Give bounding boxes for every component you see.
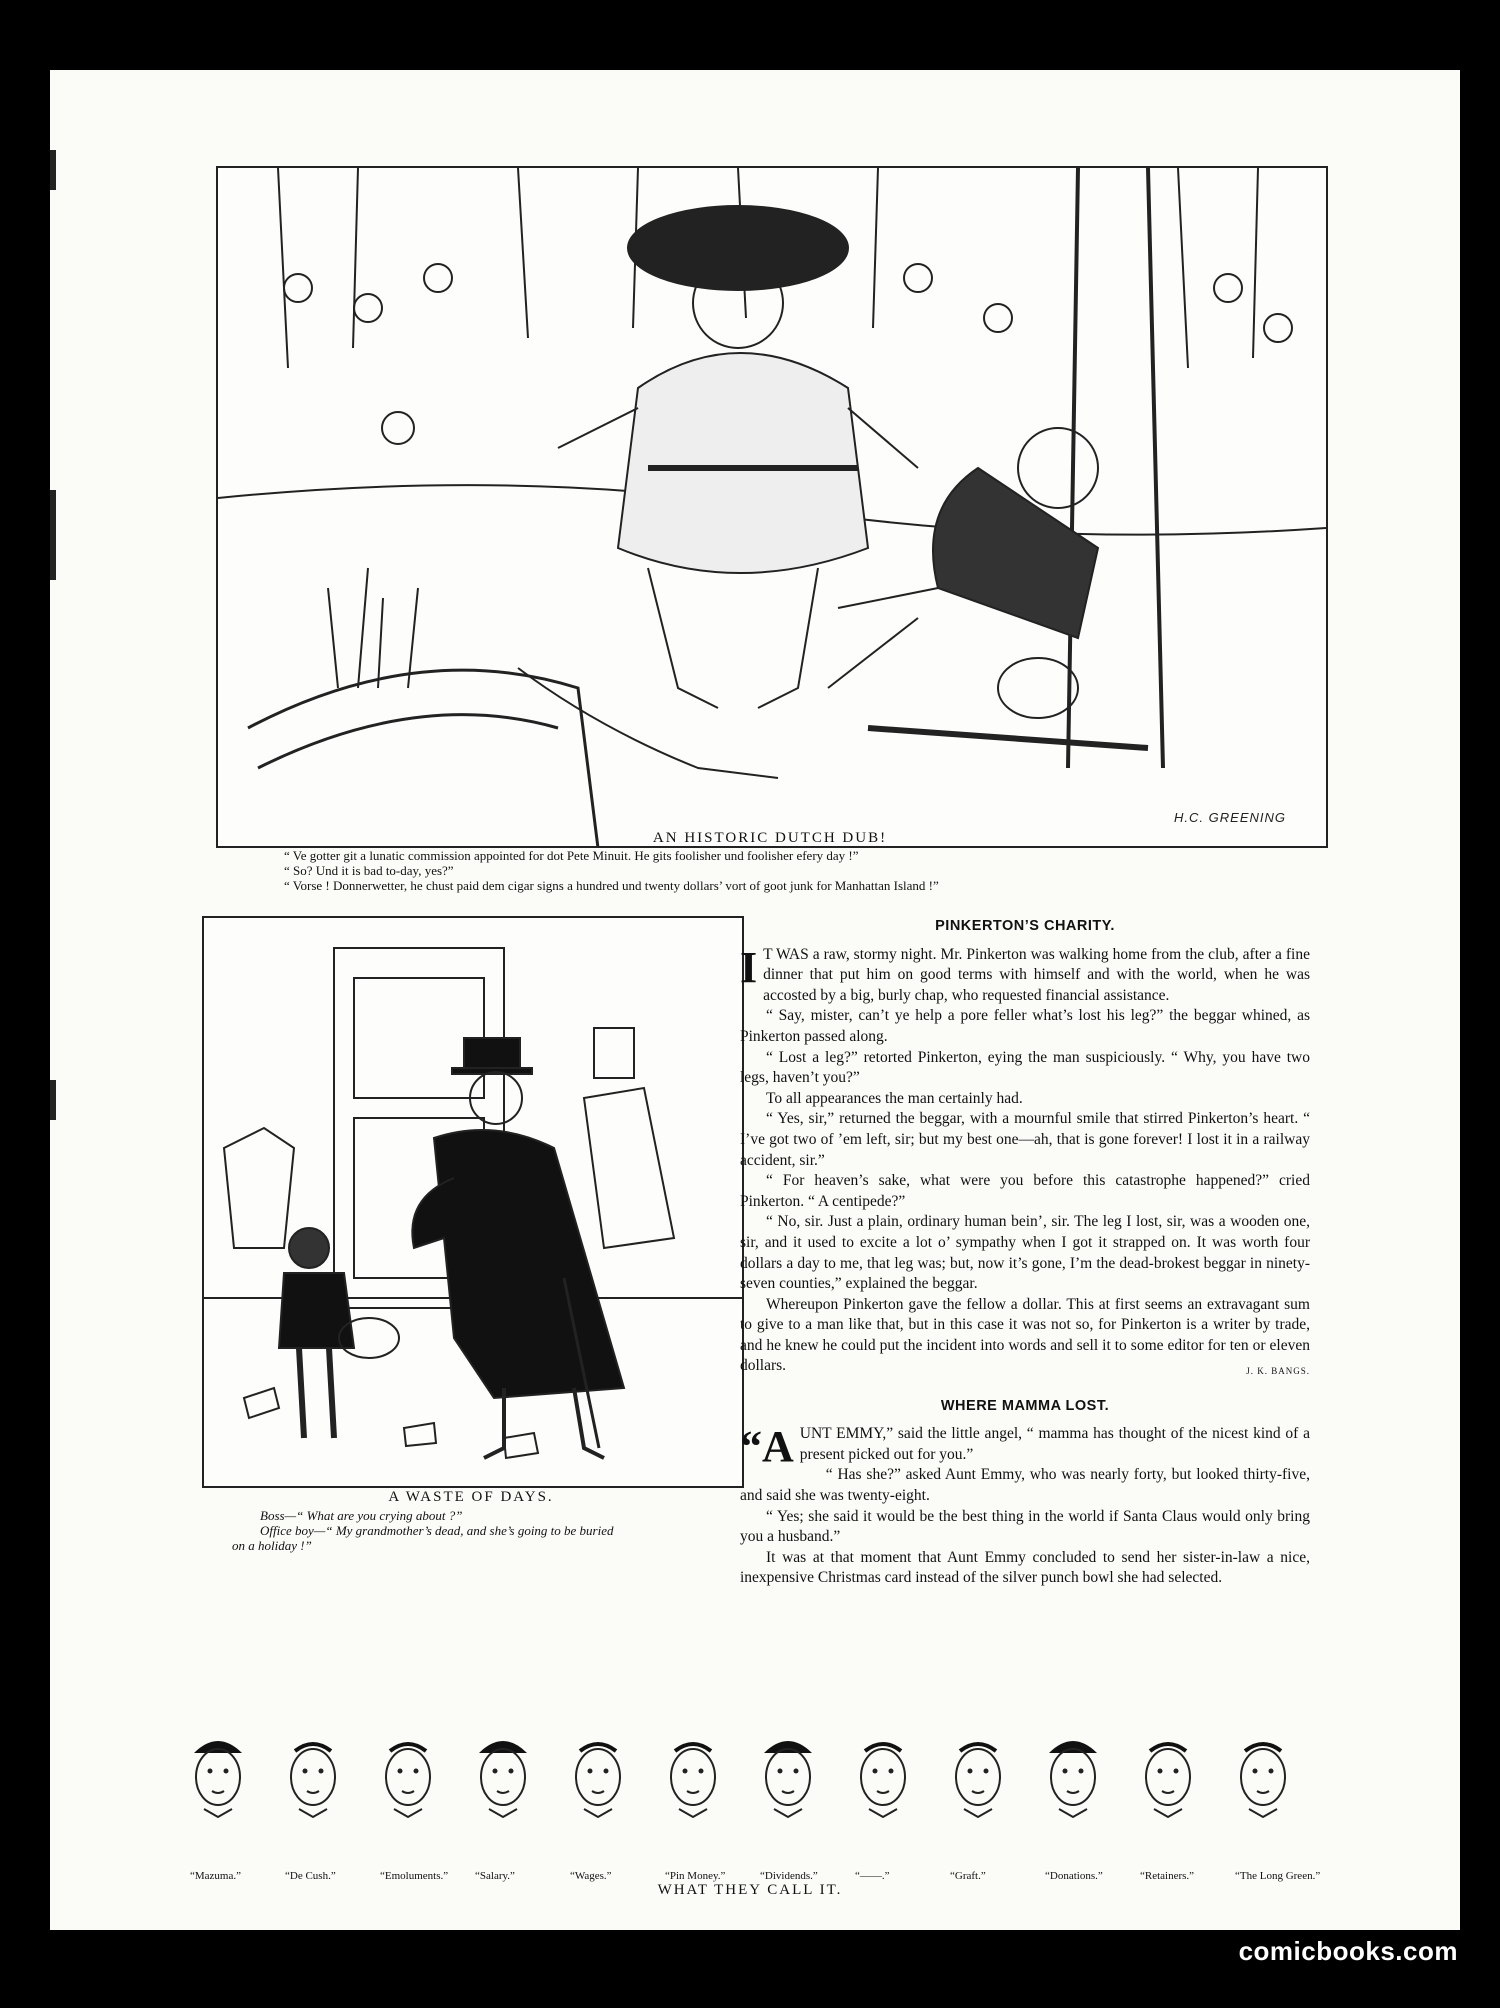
dialogue-line: Office boy—“ My grandmother’s dead, and she’s going to be buried	[260, 1523, 614, 1538]
caricature-label: “Emoluments.”	[380, 1870, 449, 1882]
caricature-label: “——.”	[855, 1870, 890, 1882]
article-pinkertons-charity	[740, 916, 1310, 1589]
caricature-head	[370, 1725, 446, 1821]
left-cartoon-title: A WASTE OF DAYS.	[388, 1489, 554, 1505]
drop-cap: I	[740, 942, 758, 992]
scan-edge-mark	[50, 1080, 56, 1120]
dialogue-line: “ Vorse ! Donnerwetter, he chust paid dem cigar signs a hundred und twenty dollars’ vort of goot junk for Manhattan Island !”	[284, 878, 939, 893]
caricature-head	[655, 1725, 731, 1821]
scan-edge-mark	[50, 150, 56, 190]
caricature-head	[1035, 1725, 1111, 1821]
dialogue-line: Boss—“ What are you crying about ?”	[260, 1508, 463, 1523]
article-paragraph: “AUNT EMMY,” said the little angel, “ mamma has thought of the nicest kind of a present picked out for you.”	[740, 1422, 1310, 1472]
dialogue-line: “ So? Und it is bad to-day, yes?”	[284, 863, 454, 878]
caricature-label: “Donations.”	[1045, 1870, 1103, 1882]
article-paragraph: “ Lost a leg?” retorted Pinkerton, eying the man suspiciously. “ Why, you have two legs, haven’t you?”	[740, 1048, 1310, 1087]
strip-title: WHAT THEY CALL IT.	[657, 1882, 843, 1898]
article-paragraph: “ No, sir. Just a plain, ordinary human bein’, sir. The leg I lost, sir, was a wooden one, sir, and it used to excite a lot o’ sympathy when I got it strapped on. It was worth four dollars a day to me, that leg was; but, now it’s gone, I’m the dead-brokest beggar in ninety-seven counties,” explained the beggar.	[740, 1213, 1310, 1293]
caricature-head	[465, 1725, 541, 1821]
left-cartoon-illustration	[202, 916, 744, 1488]
caricature-strip	[180, 1710, 1330, 1870]
caricature-label: “Retainers.”	[1140, 1870, 1195, 1882]
caricature-label: “Mazuma.”	[190, 1870, 241, 1882]
article-heading: PINKERTON’S CHARITY.	[935, 918, 1115, 934]
top-cartoon-title: AN HISTORIC DUTCH DUB!	[652, 830, 888, 846]
top-cartoon-illustration	[216, 166, 1328, 848]
article-paragraph: “ Yes, sir,” returned the beggar, with a mournful smile that stirred Pinkerton’s heart. “ I’ve got two of ’em left, sir; but my best one—ah, that is gone forever! I lost it in a railway accident, sir.”	[740, 1110, 1310, 1169]
caricature-head	[1130, 1725, 1206, 1821]
article-byline: J. K. BANGS.	[1246, 1366, 1310, 1377]
left-cartoon-dialogue	[232, 1508, 614, 1553]
caricature-label: “Dividends.”	[760, 1870, 818, 1882]
scan-edge-mark	[50, 490, 56, 580]
caricature-head	[750, 1725, 826, 1821]
caricature-label: “Salary.”	[475, 1870, 515, 1882]
article-paragraph: “ Yes; she said it would be the best thing in the world if Santa Claus would only bring you a husband.”	[740, 1507, 1310, 1546]
caricature-label: “Wages.”	[570, 1870, 612, 1882]
article-paragraph: I T WAS a raw, stormy night. Mr. Pinkerton was walking home from the club, after a fine dinner that put him on good terms with himself and with the world, when he was accosted by a big, burly chap, who requested financial assistance.	[740, 942, 1310, 1004]
dialogue-line: on a holiday !”	[232, 1538, 312, 1553]
article-paragraph: It was at that moment that Aunt Emmy concluded to send her sister-in-law a nice, inexpensive Christmas card instead of the silver punch bowl she had selected.	[740, 1548, 1310, 1587]
caricature-label: “Graft.”	[950, 1870, 986, 1882]
caricature-label: “The Long Green.”	[1235, 1870, 1321, 1882]
caricature-label: “De Cush.”	[285, 1870, 336, 1882]
article-paragraph: To all appearances the man certainly had.	[766, 1089, 1023, 1107]
magazine-page	[50, 70, 1460, 1930]
artist-signature: H.C. GREENING	[1174, 810, 1286, 825]
caricature-head	[1225, 1725, 1301, 1821]
top-cartoon-dialogue	[284, 848, 939, 893]
caricature-head	[560, 1725, 636, 1821]
article-paragraph: “ Has she?” asked Aunt Emmy, who was nearly forty, but looked thirty-five, and said she was twenty-eight.	[740, 1466, 1310, 1505]
caricature-head	[180, 1725, 256, 1821]
dialogue-line: “ Ve gotter git a lunatic commission appointed for dot Pete Minuit. He gits foolisher und foolisher efery day !”	[284, 848, 859, 863]
caricature-head	[940, 1725, 1016, 1821]
article-heading: WHERE MAMMA LOST.	[940, 1397, 1110, 1414]
caricature-head	[845, 1725, 921, 1821]
caricature-label: “Pin Money.”	[665, 1870, 726, 1882]
article-paragraph: Whereupon Pinkerton gave the fellow a dollar. This at first seems an extravagant sum to give to a man like that, but in this case it was not so, for Pinkerton is a writer by trade, and he knew he could put the incident into words and sell it to some editor for ten or eleven dollars.	[740, 1295, 1310, 1375]
drop-cap: “A	[740, 1422, 794, 1472]
article-paragraph: “ Say, mister, can’t ye help a pore feller what’s lost his leg?” the beggar whined, as Pinkerton passed along.	[740, 1007, 1310, 1045]
watermark: comicbooks.com	[1238, 1936, 1458, 1966]
article-paragraph: “ For heaven’s sake, what were you before this catastrophe happened?” cried Pinkerton. “ A centipede?”	[740, 1172, 1310, 1210]
caricature-head	[275, 1725, 351, 1821]
